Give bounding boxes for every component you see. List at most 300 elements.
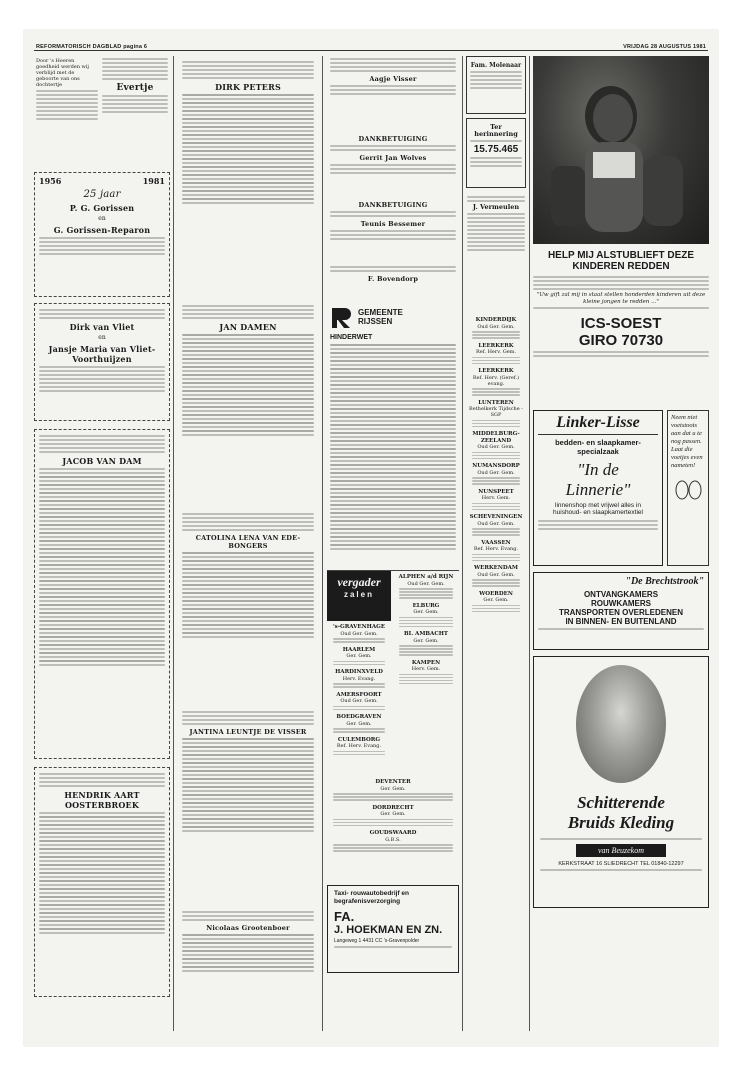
column-4 <box>466 56 526 616</box>
text-line <box>467 233 525 235</box>
text-line <box>333 728 385 730</box>
text-line <box>39 366 165 368</box>
text-line <box>330 484 456 486</box>
church-congregation: Oud Ger. Gem. <box>477 571 515 578</box>
text-line <box>330 448 456 450</box>
church-town: AMERSFOORT <box>336 691 382 698</box>
text-line <box>330 168 456 170</box>
brechtstrook-line3: TRANSPORTEN OVERLEDENEN <box>558 608 683 617</box>
text-line <box>330 464 456 466</box>
text-line <box>182 738 314 740</box>
text-line <box>330 516 456 518</box>
text-line <box>39 572 165 574</box>
text-line <box>182 568 314 570</box>
text-line <box>39 636 165 638</box>
herinnering-title: Ter herinnering <box>474 123 518 138</box>
hoekman-name: J. HOEKMAN EN ZN. <box>334 924 443 936</box>
text-line <box>472 455 520 457</box>
text-line <box>102 74 168 76</box>
text-line <box>39 435 165 437</box>
text-line <box>182 406 314 408</box>
church-town: MIDDELBURG-ZEELAND <box>472 431 520 444</box>
church-congregation: Ger. Gem. <box>380 785 406 792</box>
text-line <box>182 182 314 184</box>
church-list-right <box>393 571 459 688</box>
text-line <box>472 357 520 359</box>
text-line <box>330 93 456 95</box>
church-service-entry <box>393 631 459 656</box>
text-line <box>39 656 165 658</box>
text-line <box>333 751 385 753</box>
text-line <box>182 552 314 554</box>
text-line <box>333 822 453 824</box>
text-line <box>330 149 456 151</box>
text-line <box>182 746 314 748</box>
text-line <box>330 496 456 498</box>
anniversary-name-1: P. G. Gorissen <box>69 203 135 213</box>
text-line <box>39 528 165 530</box>
text-line <box>39 309 165 311</box>
text-line <box>182 434 314 436</box>
text-line <box>330 145 456 147</box>
church-congregation: Ref. Herv. Evang. <box>336 743 382 749</box>
text-line <box>39 556 165 558</box>
text-line <box>39 812 165 814</box>
text-line <box>333 686 385 688</box>
church-service-entry <box>466 317 526 339</box>
text-line <box>182 69 314 71</box>
death-notice-grootenboer <box>178 906 318 1016</box>
text-line <box>330 500 456 502</box>
molenaar-notice <box>466 56 526 114</box>
text-line <box>472 423 520 425</box>
text-line <box>39 828 165 830</box>
child-photo-image <box>533 56 709 244</box>
text-line <box>472 534 520 536</box>
text-line <box>182 596 314 598</box>
hoekman-ad <box>327 885 459 973</box>
text-line <box>39 785 165 787</box>
text-line <box>182 790 314 792</box>
column-rule <box>173 56 174 1031</box>
text-line <box>472 483 520 485</box>
text-line <box>330 416 456 418</box>
church-service-entry <box>466 489 526 511</box>
text-line <box>399 591 453 593</box>
text-line <box>330 452 456 454</box>
text-line <box>36 94 98 96</box>
text-line <box>39 540 165 542</box>
text-line <box>39 612 165 614</box>
text-line <box>36 98 98 100</box>
text-line <box>467 200 525 202</box>
text-line <box>470 161 522 163</box>
text-line <box>472 334 520 336</box>
text-line <box>182 723 314 725</box>
hinderwet-heading: HINDERWET <box>330 334 373 341</box>
text-line <box>472 337 520 339</box>
text-line <box>330 400 456 402</box>
text-line <box>538 528 658 530</box>
text-line <box>182 370 314 372</box>
text-line <box>472 554 520 556</box>
text-line <box>533 355 709 357</box>
text-line <box>182 158 314 160</box>
text-line <box>330 66 456 68</box>
text-line <box>333 796 453 798</box>
text-line <box>472 394 520 396</box>
text-line <box>182 154 314 156</box>
church-congregation: Ref. Herv. Gem. <box>476 349 516 355</box>
text-line <box>102 103 168 105</box>
text-line <box>182 774 314 776</box>
church-list-bottom <box>327 779 459 879</box>
header-rule <box>34 50 708 51</box>
vergaderzalen-ad <box>327 571 391 621</box>
text-line <box>472 477 520 479</box>
text-line <box>330 266 456 268</box>
text-line <box>330 472 456 474</box>
column-3 <box>327 56 459 973</box>
church-congregation: Ger. Gem. <box>413 637 439 644</box>
text-line <box>39 876 165 878</box>
hoekman-heading: Taxi- rouwautobedrijf en begrafenisverzorging <box>334 890 409 905</box>
text-line <box>39 560 165 562</box>
text-line <box>330 211 456 213</box>
text-line <box>470 157 522 159</box>
anniversary-announcement <box>34 172 170 297</box>
church-town: BI. AMBACHT <box>404 631 448 637</box>
text-line <box>36 110 98 112</box>
text-line <box>330 364 456 366</box>
text-line <box>182 378 314 380</box>
church-service-entry <box>466 540 526 562</box>
text-line <box>39 844 165 846</box>
text-line <box>182 628 314 630</box>
text-line <box>467 196 525 198</box>
text-line <box>330 356 456 358</box>
text-line <box>330 172 456 174</box>
text-line <box>182 162 314 164</box>
text-line <box>182 620 314 622</box>
text-line <box>330 270 456 272</box>
text-line <box>39 472 165 474</box>
church-services-block <box>327 570 459 776</box>
text-line <box>182 794 314 796</box>
text-line <box>182 580 314 582</box>
child-photo <box>533 56 709 244</box>
text-line <box>39 374 165 376</box>
text-line <box>330 548 456 550</box>
text-line <box>39 237 165 239</box>
text-line <box>182 612 314 614</box>
announcement-bovendorp <box>327 264 459 300</box>
church-congregation: Ger. Gem. <box>346 653 372 659</box>
wedding-name-2: Jansje Maria van Vliet-Voorthuijzen <box>48 344 156 364</box>
text-line <box>330 420 456 422</box>
text-line <box>182 818 314 820</box>
text-line <box>472 458 520 460</box>
text-line <box>39 576 165 578</box>
text-line <box>182 65 314 67</box>
text-line <box>39 632 165 634</box>
text-line <box>39 608 165 610</box>
church-congregation: Ger. Gem. <box>380 811 406 817</box>
text-line <box>182 564 314 566</box>
text-line <box>182 194 314 196</box>
text-line <box>102 78 168 80</box>
text-line <box>39 532 165 534</box>
text-line <box>182 938 314 940</box>
text-line <box>182 958 314 960</box>
text-line <box>330 460 456 462</box>
text-line <box>182 366 314 368</box>
text-line <box>39 451 165 453</box>
text-line <box>39 904 165 906</box>
church-service-entry <box>393 660 459 685</box>
text-line <box>333 844 453 846</box>
brechtstrook-line2: ROUWKAMERS <box>591 599 651 608</box>
church-town: 's-GRAVENHAGE <box>332 624 386 630</box>
text-line <box>330 520 456 522</box>
text-line <box>333 664 385 666</box>
text-line <box>39 660 165 662</box>
text-line <box>182 950 314 952</box>
gemeente-name-line1: GEMEENTE <box>358 308 403 317</box>
text-line <box>540 838 702 840</box>
text-line <box>472 582 520 584</box>
deceased-name: CATOLINA LENA VAN EDE-BONGERS <box>195 534 301 550</box>
church-service-entry <box>466 514 526 536</box>
text-line <box>39 520 165 522</box>
column-2 <box>178 56 318 1016</box>
text-line <box>330 432 456 434</box>
text-line <box>182 826 314 828</box>
text-line <box>102 111 168 113</box>
text-line <box>39 924 165 926</box>
text-line <box>472 585 520 587</box>
text-line <box>39 604 165 606</box>
church-service-entry <box>327 624 391 643</box>
deceased-name: JACOB VAN DAM <box>62 456 142 466</box>
baby-name: Evertje <box>116 83 154 93</box>
text-line <box>182 782 314 784</box>
text-line <box>102 66 168 68</box>
bruids-title-2: Bruids Kleding <box>567 813 675 832</box>
announcement-visser <box>327 56 459 132</box>
text-line <box>39 652 165 654</box>
text-line <box>182 814 314 816</box>
text-line <box>36 90 98 92</box>
church-town: NUNSPEET <box>478 488 514 495</box>
church-congregation: Herv. Evang. <box>342 675 376 682</box>
text-line <box>182 822 314 824</box>
text-line <box>399 654 453 656</box>
text-line <box>467 213 525 215</box>
text-line <box>533 276 709 278</box>
text-line <box>399 645 453 647</box>
death-notice-van-dam <box>34 429 170 759</box>
text-line <box>470 140 522 142</box>
text-line <box>182 398 314 400</box>
church-service-entry <box>327 669 391 688</box>
text-line <box>39 584 165 586</box>
text-line <box>39 536 165 538</box>
text-line <box>39 864 165 866</box>
text-line <box>182 202 314 204</box>
text-line <box>182 362 314 364</box>
text-line <box>472 503 520 505</box>
text-line <box>182 166 314 168</box>
church-town: ALPHEN a/d RIJN <box>398 574 454 580</box>
text-line <box>39 439 165 441</box>
church-service-entry <box>327 692 391 711</box>
announcement-wolves <box>327 132 459 198</box>
text-line <box>182 588 314 590</box>
vermeulen-notice <box>466 192 526 314</box>
death-notice-oosterbroek <box>34 767 170 997</box>
text-line <box>399 588 453 590</box>
text-line <box>182 118 314 120</box>
text-line <box>182 584 314 586</box>
text-line <box>330 428 456 430</box>
announcement-title: DANKBETUIGING <box>358 135 428 143</box>
text-line <box>399 594 453 596</box>
church-services-left <box>327 571 391 759</box>
text-line <box>330 89 456 91</box>
birth-announcement <box>34 56 170 156</box>
text-line <box>330 384 456 386</box>
text-line <box>182 608 314 610</box>
herinnering-ad <box>466 118 526 188</box>
text-line <box>182 430 314 432</box>
linker-line3: linnenshop met vrijwel alles in <box>555 502 641 509</box>
text-line <box>182 186 314 188</box>
church-congregation: Oud Ger. Gem. <box>477 444 515 450</box>
text-line <box>39 253 165 255</box>
text-line <box>182 374 314 376</box>
text-line <box>330 62 456 64</box>
text-line <box>467 217 525 219</box>
text-line <box>330 352 456 354</box>
text-line <box>182 98 314 100</box>
text-line <box>39 516 165 518</box>
text-line <box>333 819 453 821</box>
text-line <box>182 946 314 948</box>
text-line <box>182 915 314 917</box>
text-line <box>39 908 165 910</box>
text-line <box>182 426 314 428</box>
church-service-entry <box>466 431 526 459</box>
text-line <box>39 892 165 894</box>
feet-icon <box>671 476 705 500</box>
text-line <box>330 58 456 60</box>
text-line <box>182 942 314 944</box>
church-town: LUNTEREN <box>478 399 514 406</box>
church-congregation: Oud Ger. Gem. <box>340 698 378 704</box>
text-line <box>330 368 456 370</box>
text-line <box>330 536 456 538</box>
text-line <box>39 447 165 449</box>
text-line <box>472 579 520 581</box>
text-line <box>472 420 520 422</box>
church-service-entry <box>327 830 459 852</box>
text-line <box>39 932 165 934</box>
church-town: KINDERDIJK <box>475 317 517 323</box>
church-service-entry <box>327 805 459 827</box>
text-line <box>182 962 314 964</box>
text-line <box>399 683 453 685</box>
page-header-right: VRIJDAG 28 AUGUSTUS 1981 <box>623 44 706 50</box>
text-line <box>182 786 314 788</box>
text-line <box>182 402 314 404</box>
text-line <box>330 230 456 232</box>
text-line <box>330 234 456 236</box>
text-line <box>39 896 165 898</box>
text-line <box>182 711 314 713</box>
text-line <box>182 414 314 416</box>
church-town: WERKENDAM <box>473 565 519 571</box>
death-notice-damen <box>178 300 318 500</box>
church-town: CULEMBORG <box>337 736 381 743</box>
bruids-shop-name: van Beuzekom <box>576 844 666 857</box>
text-line <box>182 313 314 315</box>
text-line <box>102 62 168 64</box>
text-line <box>330 344 456 346</box>
church-congregation: Oud Ger. Gem. <box>340 630 378 637</box>
text-line <box>472 363 520 365</box>
text-line <box>472 452 520 454</box>
text-line <box>39 852 165 854</box>
text-line <box>39 500 165 502</box>
text-line <box>182 150 314 152</box>
anniversary-year-end: 1981 <box>142 176 165 186</box>
church-list-left <box>327 624 391 755</box>
death-notice-de-visser <box>178 706 318 896</box>
text-line <box>39 241 165 243</box>
church-town: LEERKERK <box>478 342 514 349</box>
text-line <box>102 107 168 109</box>
text-line <box>39 480 165 482</box>
birth-intro: Door 's Heeren goedheid werden wij verblijd met de geboorte van ons dochtertje <box>36 58 89 88</box>
text-line <box>333 847 453 849</box>
text-line <box>330 444 456 446</box>
church-congregation: Oud Ger. Gem. <box>477 469 515 476</box>
vermeulen-name: J. Vermeulen <box>472 203 520 211</box>
church-service-entry <box>327 737 391 756</box>
text-line <box>330 70 456 72</box>
text-line <box>182 134 314 136</box>
text-line <box>182 394 314 396</box>
text-line <box>182 770 314 772</box>
text-line <box>330 512 456 514</box>
text-line <box>39 512 165 514</box>
text-line <box>39 664 165 666</box>
text-line <box>399 597 453 599</box>
text-line <box>182 174 314 176</box>
text-line <box>330 408 456 410</box>
text-line <box>39 504 165 506</box>
church-congregation: Ger. Gem. <box>413 609 439 615</box>
church-congregation: Ref. Herv. (Geref.) evang. <box>472 374 520 387</box>
text-line <box>39 836 165 838</box>
text-line <box>182 513 314 515</box>
church-town: GOUDSWAARD <box>369 830 417 836</box>
church-town: SCHEVENINGEN <box>469 514 523 520</box>
text-line <box>470 87 522 89</box>
text-line <box>39 888 165 890</box>
text-line <box>399 648 453 650</box>
